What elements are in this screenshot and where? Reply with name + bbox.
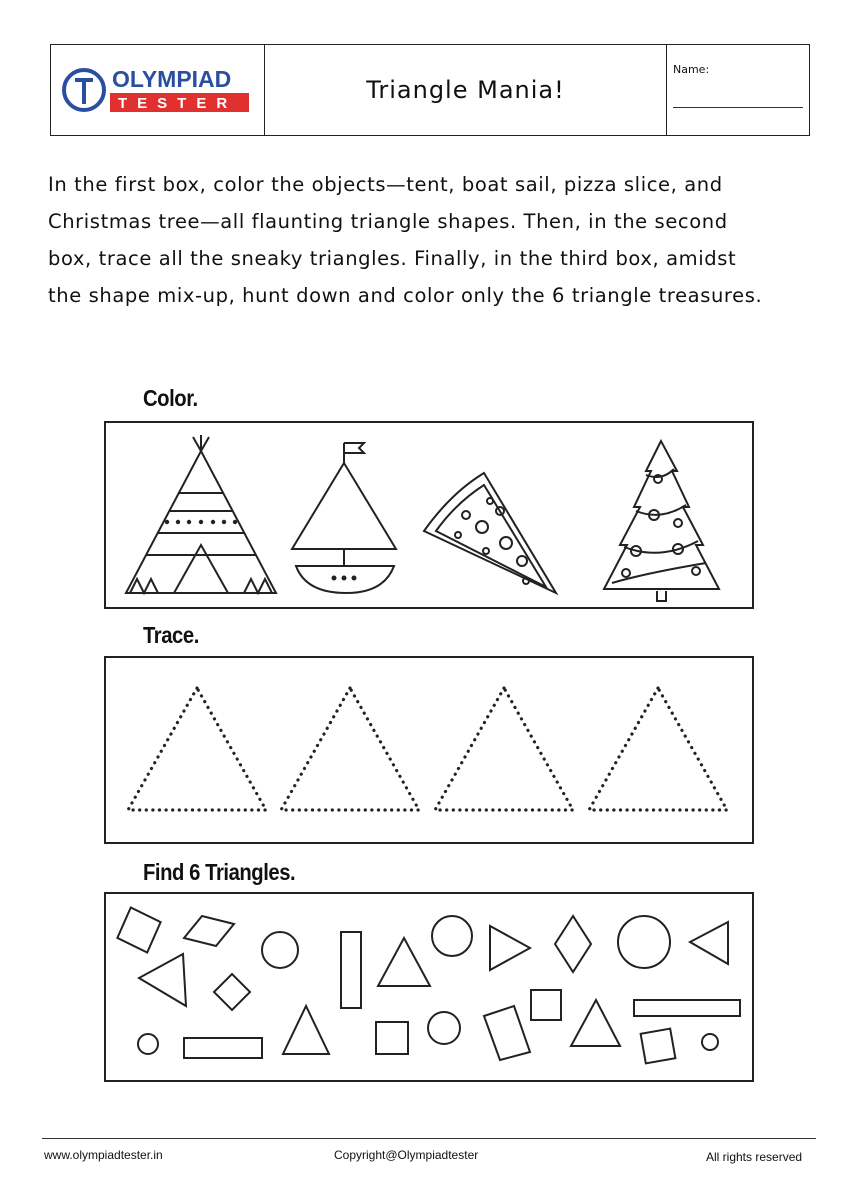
- name-field[interactable]: [667, 45, 809, 135]
- pizza-slice-icon: [424, 473, 556, 593]
- shape-diamond: [214, 974, 250, 1010]
- logo: [51, 45, 265, 135]
- shape-triangle[interactable]: [690, 922, 728, 964]
- name-label: Name:: [673, 63, 710, 76]
- shape-parallelogram: [184, 916, 234, 946]
- shape-triangle[interactable]: [139, 954, 186, 1006]
- trace-section-label: Trace.: [143, 622, 199, 648]
- footer-divider: [42, 1138, 816, 1139]
- find-section-label: Find 6 Triangles.: [143, 859, 296, 885]
- shape-square: [641, 1029, 676, 1064]
- trace-triangle[interactable]: [435, 688, 573, 810]
- boat-icon: [292, 443, 396, 593]
- shape-rectangle: [634, 1000, 740, 1016]
- shape-circle: [262, 932, 298, 968]
- footer-rights: All rights reserved: [706, 1150, 803, 1164]
- shape-triangle[interactable]: [378, 938, 430, 986]
- shape-circle: [432, 916, 472, 956]
- worksheet-title: Triangle Mania!: [265, 45, 667, 135]
- shape-parallelogram: [484, 1006, 530, 1060]
- trace-triangle[interactable]: [281, 688, 419, 810]
- olympiad-logo-icon: [51, 45, 261, 135]
- christmas-tree-icon: [604, 441, 719, 601]
- shape-triangle[interactable]: [283, 1006, 329, 1054]
- shape-square: [376, 1022, 408, 1054]
- shape-rectangle: [184, 1038, 262, 1058]
- color-box: [104, 421, 754, 609]
- trace-triangle[interactable]: [128, 688, 266, 810]
- footer-copyright: Copyright@Olympiadtester: [334, 1148, 479, 1162]
- shape-square: [531, 990, 561, 1020]
- shape-rectangle: [341, 932, 361, 1008]
- shape-triangle[interactable]: [490, 926, 530, 970]
- tent-icon: [126, 435, 276, 593]
- trace-box: [104, 656, 754, 844]
- shape-circle: [618, 916, 670, 968]
- instructions-text: In the first box, color the objects—tent, boat sail, pizza slice, and Christmas tree—all flaunting triangle shapes. Then, in the second box, trace all the sneaky triangles. Finally, in the third box, amidst the shape mix-up, hunt down and color only the 6 triangle treasures.: [48, 173, 763, 307]
- shape-circle: [428, 1012, 460, 1044]
- find-box: [104, 892, 754, 1082]
- shape-triangle[interactable]: [571, 1000, 620, 1046]
- shape-diamond: [109, 900, 169, 961]
- shape-circle: [702, 1034, 718, 1050]
- logo-top-text: OLYMPIAD: [112, 66, 232, 92]
- name-line: [673, 107, 803, 108]
- shape-diamond: [555, 916, 591, 972]
- logo-bottom-text: TESTER: [118, 95, 238, 112]
- footer-website: www.olympiadtester.in: [44, 1148, 163, 1162]
- worksheet-header: [50, 44, 810, 136]
- trace-triangle[interactable]: [589, 688, 727, 810]
- shape-circle: [138, 1034, 158, 1054]
- color-section-label: Color.: [143, 385, 198, 411]
